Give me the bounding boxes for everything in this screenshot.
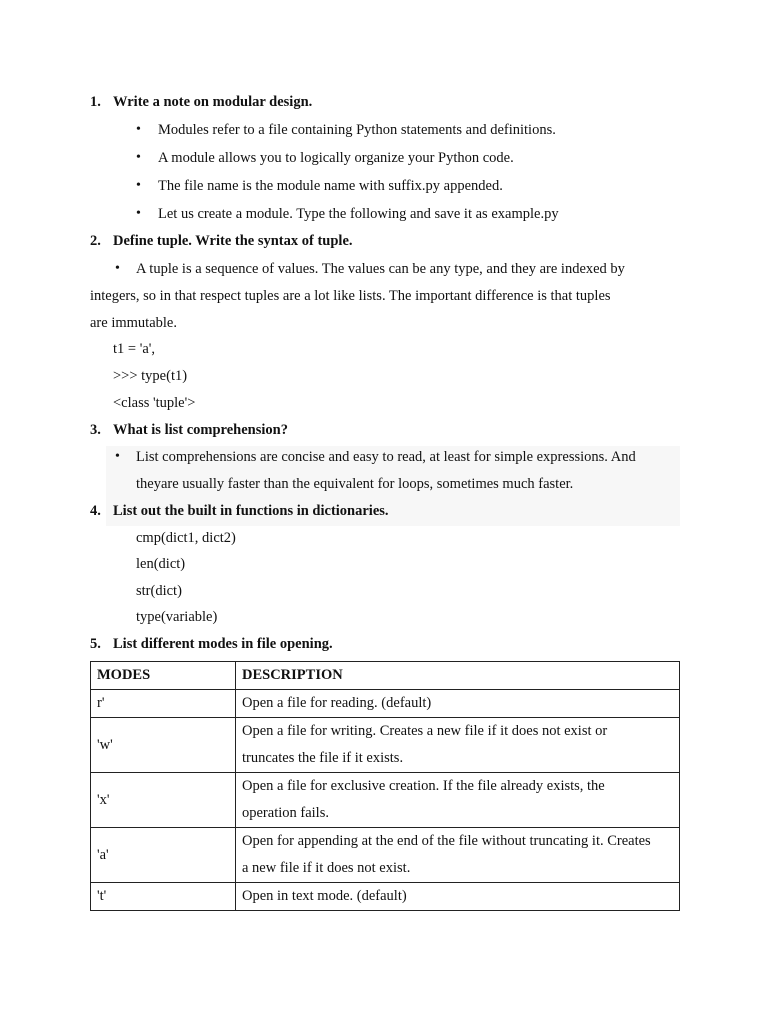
description-line: Open a file for reading. (default): [242, 695, 432, 711]
q4-question: List out the built in functions in dictionaries.: [113, 503, 389, 519]
description-line: Open in text mode. (default): [242, 888, 407, 904]
q1-bullet-2: A module allows you to logically organize your Python code.: [158, 150, 514, 166]
q3-question: What is list comprehension?: [113, 422, 288, 438]
header-description: DESCRIPTION: [236, 662, 680, 690]
q3-bullet-line-2: theyare usually faster than the equivalent for loops, sometimes much faster.: [136, 476, 574, 492]
q2-para-line-1: A tuple is a sequence of values. The values can be any type, and they are indexed by: [136, 261, 625, 277]
q4-item-3: str(dict): [136, 583, 182, 599]
q5-question: List different modes in file opening.: [113, 636, 333, 652]
q1-bullet-3: The file name is the module name with suffix.py appended.: [158, 178, 503, 194]
q2-para-line-2: integers, so in that respect tuples are a lot like lists. The important difference is that tuples: [90, 288, 611, 304]
description-cell: [236, 828, 680, 883]
table-row: [91, 690, 680, 718]
description-cell: [236, 718, 680, 773]
q2-code-line-1: t1 = 'a',: [113, 341, 155, 357]
table-header-row: [91, 662, 680, 690]
mode-cell: 'w': [91, 718, 236, 773]
q5-number: 5.: [90, 636, 101, 652]
q2-question: Define tuple. Write the syntax of tuple.: [113, 233, 353, 249]
bullet-icon: •: [136, 122, 141, 137]
description-line: a new file if it does not exist.: [242, 860, 411, 876]
q4-item-2: len(dict): [136, 556, 186, 572]
q1-bullet-4: Let us create a module. Type the following and save it as example.py: [158, 206, 559, 222]
q3-number: 3.: [90, 422, 101, 438]
table-row: [91, 828, 680, 883]
bullet-icon: •: [115, 449, 120, 464]
table-row: [91, 718, 680, 773]
bullet-icon: •: [136, 150, 141, 165]
bullet-icon: •: [136, 206, 141, 221]
description-cell: [236, 883, 680, 911]
header-modes: MODES: [91, 662, 236, 690]
description-line: operation fails.: [242, 805, 329, 821]
q1-number: 1.: [90, 94, 101, 110]
q1-bullet-1: Modules refer to a file containing Python statements and definitions.: [158, 122, 556, 138]
q2-number: 2.: [90, 233, 101, 249]
mode-cell: r': [91, 690, 236, 718]
description-line: Open a file for exclusive creation. If the file already exists, the: [242, 778, 605, 794]
q4-number: 4.: [90, 503, 101, 519]
mode-cell: 'x': [91, 773, 236, 828]
table-row: [91, 773, 680, 828]
q4-item-4: type(variable): [136, 609, 218, 625]
description-cell: [236, 773, 680, 828]
table-row: [91, 883, 680, 911]
mode-cell: 'a': [91, 828, 236, 883]
q4-item-1: cmp(dict1, dict2): [136, 530, 236, 546]
description-cell: [236, 690, 680, 718]
description-line: Open for appending at the end of the file without truncating it. Creates: [242, 833, 651, 849]
description-line: Open a file for writing. Creates a new file if it does not exist or: [242, 723, 608, 739]
q2-para-line-3: are immutable.: [90, 315, 177, 331]
q3-bullet-line-1: List comprehensions are concise and easy to read, at least for simple expressions. And: [136, 449, 636, 465]
file-modes-table: [90, 661, 680, 911]
q2-code-line-2: >>> type(t1): [113, 368, 188, 384]
mode-cell: 't': [91, 883, 236, 911]
q2-code-line-3: <class 'tuple'>: [113, 395, 196, 411]
bullet-icon: •: [115, 261, 120, 276]
q1-question: Write a note on modular design.: [113, 94, 313, 110]
description-line: truncates the file if it exists.: [242, 750, 404, 766]
bullet-icon: •: [136, 178, 141, 193]
